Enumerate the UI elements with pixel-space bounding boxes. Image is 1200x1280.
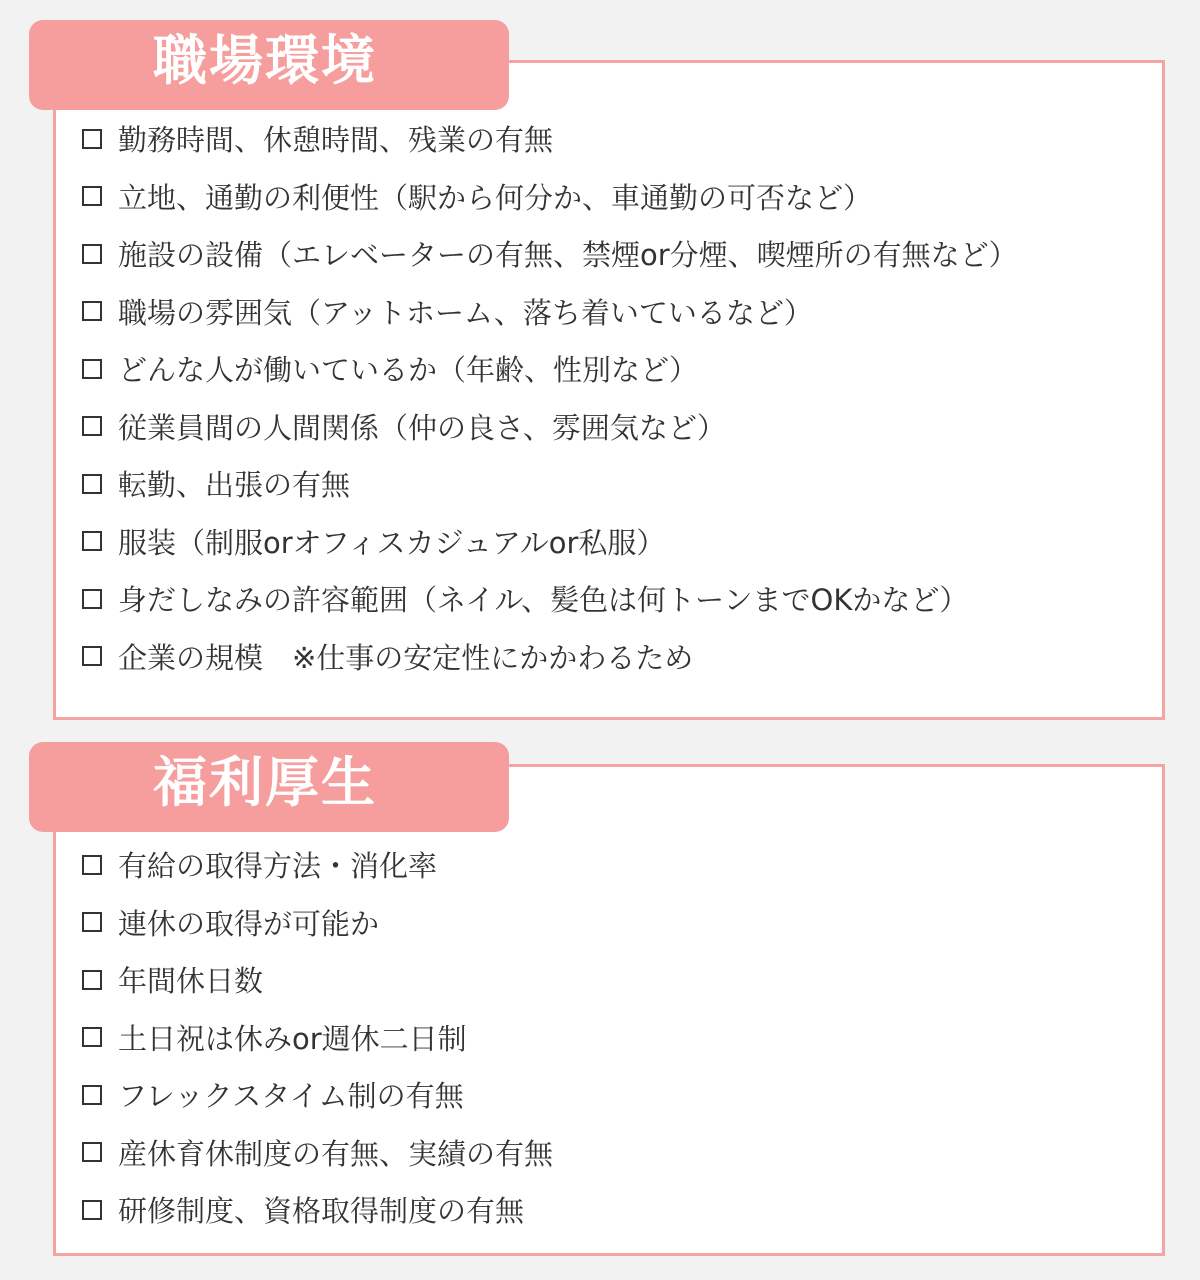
checklist-item[interactable] — [80, 894, 553, 952]
section-title: 職場環境 — [153, 29, 377, 92]
checklist-item-label: 施設の設備（エレベーターの有無、禁煙or分煙、喫煙所の有無など） — [118, 238, 1018, 273]
checklist-item[interactable] — [80, 1009, 553, 1067]
checklist-item-label: 年間休日数 — [118, 964, 264, 999]
section-title: 福利厚生 — [153, 751, 377, 814]
checkbox[interactable] — [82, 1027, 102, 1047]
checkbox[interactable] — [82, 531, 102, 551]
checklist-item-label: 連休の取得が可能か — [118, 906, 380, 941]
checklist-item[interactable] — [80, 110, 1018, 168]
checklist — [80, 836, 553, 1239]
checkbox[interactable] — [82, 359, 102, 379]
checklist-item-label: 研修制度、資格取得制度の有無 — [118, 1194, 525, 1229]
checklist-item-label: フレックスタイム制の有無 — [118, 1079, 464, 1114]
section-tab — [29, 20, 509, 110]
checkbox[interactable] — [82, 186, 102, 206]
checklist-item[interactable] — [80, 1181, 553, 1239]
checklist-item-label: 有給の取得方法・消化率 — [118, 849, 438, 884]
checklist-item-label: 服装（制服orオフィスカジュアルor私服） — [118, 525, 666, 560]
checklist-item-label: 産休育休制度の有無、実績の有無 — [118, 1136, 554, 1171]
checklist-item-label: 身だしなみの許容範囲（ネイル、髪色は何トーンまでOKかなど） — [118, 583, 969, 618]
checklist-item[interactable] — [80, 225, 1018, 283]
checkbox[interactable] — [82, 244, 102, 264]
checklist-item[interactable] — [80, 398, 1018, 456]
checklist-item-label: 従業員間の人間関係（仲の良さ、雰囲気など） — [118, 410, 726, 445]
checklist-item-label: 勤務時間、休憩時間、残業の有無 — [118, 123, 554, 158]
checklist-item[interactable] — [80, 340, 1018, 398]
checklist-item[interactable] — [80, 455, 1018, 513]
checkbox[interactable] — [82, 589, 102, 609]
checklist-item-label: どんな人が働いているか（年齢、性別など） — [118, 353, 699, 388]
checklist-item[interactable] — [80, 1066, 553, 1124]
checklist-item-label: 企業の規模 ※仕事の安定性にかかわるため — [118, 640, 694, 675]
checklist-item[interactable] — [80, 951, 553, 1009]
checkbox[interactable] — [82, 301, 102, 321]
checklist-item[interactable] — [80, 570, 1018, 628]
section-welfare-benefits — [0, 742, 1200, 1262]
checkbox[interactable] — [82, 129, 102, 149]
checklist-item[interactable] — [80, 168, 1018, 226]
checkbox[interactable] — [82, 970, 102, 990]
checklist-item[interactable] — [80, 628, 1018, 686]
checkbox[interactable] — [82, 1085, 102, 1105]
checklist-item[interactable] — [80, 283, 1018, 341]
checklist-item-label: 土日祝は休みor週休二日制 — [118, 1021, 467, 1056]
section-tab — [29, 742, 509, 832]
checklist-item[interactable] — [80, 836, 553, 894]
checkbox[interactable] — [82, 1200, 102, 1220]
checkbox[interactable] — [82, 416, 102, 436]
checklist-item-label: 職場の雰囲気（アットホーム、落ち着いているなど） — [118, 295, 813, 330]
checklist — [80, 110, 1018, 685]
checkbox[interactable] — [82, 912, 102, 932]
checkbox[interactable] — [82, 474, 102, 494]
checklist-item-label: 立地、通勤の利便性（駅から何分か、車通勤の可否など） — [118, 180, 873, 215]
checklist-item-label: 転勤、出張の有無 — [118, 468, 351, 503]
checkbox[interactable] — [82, 1142, 102, 1162]
checkbox[interactable] — [82, 646, 102, 666]
checklist-item[interactable] — [80, 1124, 553, 1182]
checkbox[interactable] — [82, 855, 102, 875]
checklist-item[interactable] — [80, 513, 1018, 571]
